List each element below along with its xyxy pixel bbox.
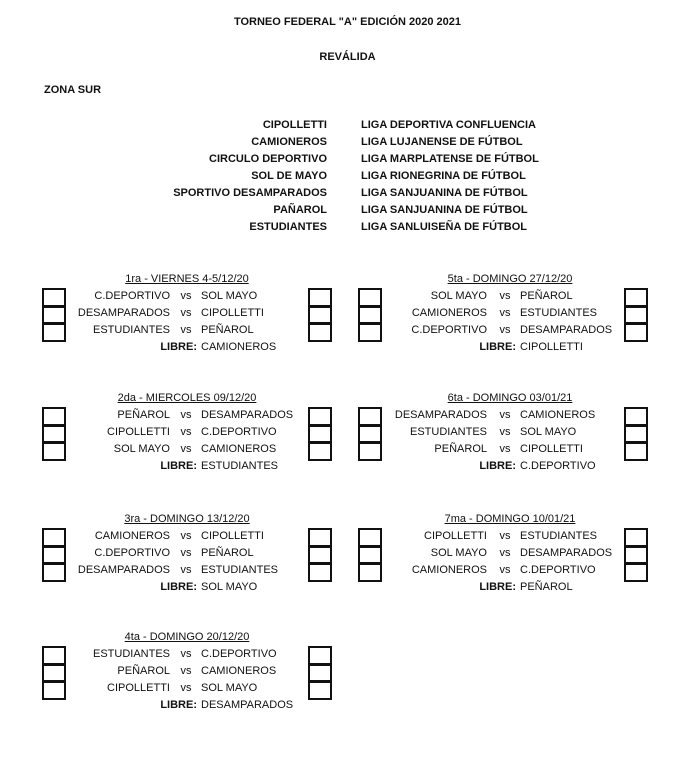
home-team: DESAMPARADOS — [77, 307, 170, 319]
away-team: CIPOLLETTI — [520, 443, 583, 455]
away-score-box[interactable] — [308, 680, 332, 700]
vs-label: vs — [180, 443, 192, 455]
away-team: ESTUDIANTES — [520, 530, 598, 542]
libre-label: LIBRE: — [160, 581, 197, 593]
round-heading: 6ta - DOMINGO 03/01/21 — [447, 392, 573, 404]
vs-label: vs — [180, 564, 192, 576]
round-block — [0, 512, 695, 602]
home-team: ESTUDIANTES — [409, 426, 487, 438]
team-name: SOL DE MAYO — [251, 170, 327, 182]
home-score-box[interactable] — [358, 562, 382, 582]
team-name: CIPOLLETTI — [262, 119, 327, 131]
away-team: SOL MAYO — [520, 426, 577, 438]
vs-label: vs — [499, 564, 511, 576]
vs-label: vs — [499, 324, 511, 336]
home-team: CIPOLLETTI — [107, 682, 170, 694]
vs-label: vs — [180, 648, 192, 660]
team-name: CAMIONEROS — [251, 136, 327, 148]
libre-label: LIBRE: — [160, 341, 197, 353]
home-team: PEÑAROL — [434, 443, 487, 455]
libre-team: DESAMPARADOS — [201, 699, 294, 711]
zone-label: ZONA SUR — [44, 84, 102, 96]
away-team: DESAMPARADOS — [520, 324, 613, 336]
home-team: C.DEPORTIVO — [94, 290, 170, 302]
home-team: PEÑAROL — [117, 665, 170, 677]
home-team: CIPOLLETTI — [424, 530, 487, 542]
away-team: CIPOLLETTI — [201, 530, 264, 542]
home-team: ESTUDIANTES — [92, 324, 170, 336]
home-team: SOL MAYO — [113, 443, 170, 455]
libre-team: C.DEPORTIVO — [520, 460, 596, 472]
vs-label: vs — [180, 409, 192, 421]
home-team: SOL MAYO — [430, 290, 487, 302]
home-score-box[interactable] — [358, 322, 382, 342]
away-team: CAMIONEROS — [201, 665, 277, 677]
league-name: LIGA DEPORTIVA CONFLUENCIA — [361, 119, 536, 131]
away-team: SOL MAYO — [201, 290, 258, 302]
libre-team: CIPOLLETTI — [520, 341, 583, 353]
home-score-box[interactable] — [42, 680, 66, 700]
libre-label: LIBRE: — [479, 581, 516, 593]
home-team: CAMIONEROS — [94, 530, 170, 542]
away-score-box[interactable] — [624, 322, 648, 342]
vs-label: vs — [180, 547, 192, 559]
away-score-box[interactable] — [624, 562, 648, 582]
away-team: ESTUDIANTES — [520, 307, 598, 319]
vs-label: vs — [499, 547, 511, 559]
vs-label: vs — [180, 682, 192, 694]
home-team: DESAMPARADOS — [394, 409, 487, 421]
away-team: PEÑAROL — [520, 290, 573, 302]
home-team: CIPOLLETTI — [107, 426, 170, 438]
vs-label: vs — [499, 426, 511, 438]
home-team: ESTUDIANTES — [92, 648, 170, 660]
away-team: ESTUDIANTES — [201, 564, 279, 576]
home-team: DESAMPARADOS — [77, 564, 170, 576]
home-team: CAMIONEROS — [411, 307, 487, 319]
vs-label: vs — [180, 307, 192, 319]
home-score-box[interactable] — [358, 441, 382, 461]
away-team: CAMIONEROS — [201, 443, 277, 455]
league-name: LIGA MARPLATENSE DE FÚTBOL — [361, 153, 539, 165]
away-team: C.DEPORTIVO — [520, 564, 596, 576]
libre-label: LIBRE: — [479, 341, 516, 353]
vs-label: vs — [180, 290, 192, 302]
libre-label: LIBRE: — [160, 460, 197, 472]
home-team: C.DEPORTIVO — [94, 547, 170, 559]
league-name: LIGA LUJANENSE DE FÚTBOL — [361, 136, 523, 148]
home-team: SOL MAYO — [430, 547, 487, 559]
away-team: SOL MAYO — [201, 682, 258, 694]
away-team: PEÑAROL — [201, 324, 254, 336]
away-team: DESAMPARADOS — [201, 409, 294, 421]
team-name: SPORTIVO DESAMPARADOS — [173, 187, 327, 199]
league-name: LIGA SANLUISEÑA DE FÚTBOL — [361, 221, 528, 233]
vs-label: vs — [180, 324, 192, 336]
team-name: PAÑAROL — [273, 204, 327, 216]
home-team: PEÑAROL — [117, 409, 170, 421]
home-team: CAMIONEROS — [411, 564, 487, 576]
vs-label: vs — [180, 530, 192, 542]
away-team: DESAMPARADOS — [520, 547, 613, 559]
vs-label: vs — [180, 665, 192, 677]
vs-label: vs — [499, 307, 511, 319]
libre-team: SOL MAYO — [201, 581, 258, 593]
home-team: C.DEPORTIVO — [411, 324, 487, 336]
round-block — [0, 630, 695, 720]
round-heading: 7ma - DOMINGO 10/01/21 — [444, 513, 576, 525]
team-name: CIRCULO DEPORTIVO — [209, 153, 327, 165]
round-heading: 5ta - DOMINGO 27/12/20 — [447, 273, 573, 285]
away-team: CAMIONEROS — [520, 409, 596, 421]
round-heading: 3ra - DOMINGO 13/12/20 — [124, 513, 250, 525]
round-block — [0, 391, 695, 481]
document-subtitle: REVÁLIDA — [319, 51, 376, 63]
away-team: PEÑAROL — [201, 547, 254, 559]
libre-label: LIBRE: — [479, 460, 516, 472]
round-heading: 2da - MIERCOLES 09/12/20 — [117, 392, 257, 404]
round-block — [0, 272, 695, 362]
away-team: CIPOLLETTI — [201, 307, 264, 319]
vs-label: vs — [499, 409, 511, 421]
league-name: LIGA SANJUANINA DE FÚTBOL — [361, 187, 528, 199]
vs-label: vs — [180, 426, 192, 438]
round-heading: 4ta - DOMINGO 20/12/20 — [124, 631, 250, 643]
round-heading: 1ra - VIERNES 4-5/12/20 — [125, 273, 249, 285]
league-name: LIGA RIONEGRINA DE FÚTBOL — [361, 170, 526, 182]
libre-team: ESTUDIANTES — [201, 460, 279, 472]
document-title: TORNEO FEDERAL "A" EDICIÓN 2020 2021 — [233, 16, 462, 28]
away-team: C.DEPORTIVO — [201, 648, 277, 660]
team-name: ESTUDIANTES — [249, 221, 327, 233]
vs-label: vs — [499, 530, 511, 542]
vs-label: vs — [499, 443, 511, 455]
libre-team: PEÑAROL — [520, 581, 573, 593]
away-score-box[interactable] — [624, 441, 648, 461]
away-team: C.DEPORTIVO — [201, 426, 277, 438]
libre-label: LIBRE: — [160, 699, 197, 711]
league-name: LIGA SANJUANINA DE FÚTBOL — [361, 204, 528, 216]
libre-team: CAMIONEROS — [201, 341, 277, 353]
vs-label: vs — [499, 290, 511, 302]
